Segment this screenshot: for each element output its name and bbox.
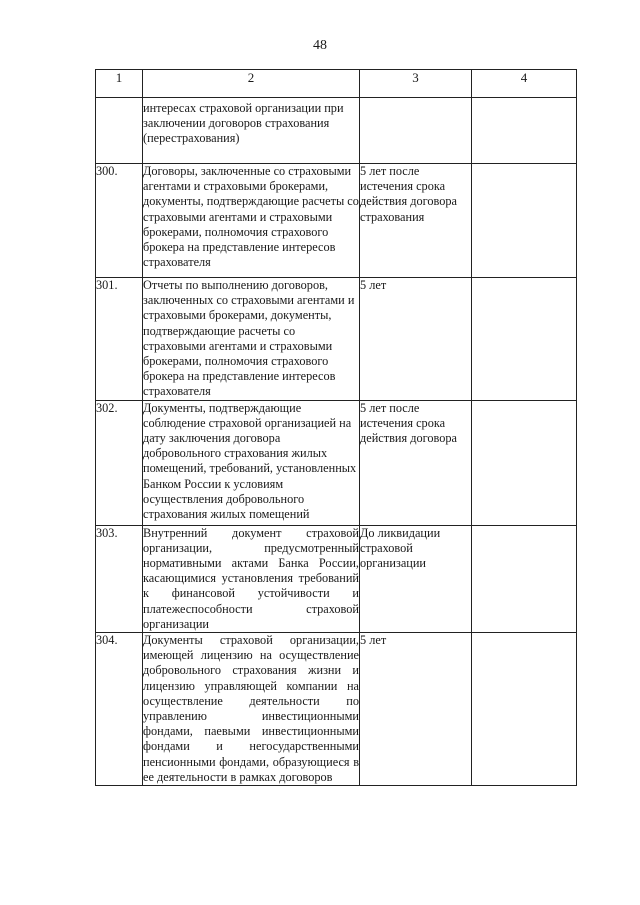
notes-cell bbox=[472, 525, 577, 632]
notes-cell bbox=[472, 98, 577, 164]
retention-term bbox=[360, 98, 472, 164]
document-description: Договоры, заключенные со страховыми агентами и страховыми брокерами, документы, подтверждающие расчеты со страховыми агентами и страховыми брокерами, полномочия страхового брокера на представление интересов страхователя bbox=[143, 164, 360, 278]
document-description: интересах страховой организации при заключении договоров страхования (перестрахования) bbox=[143, 98, 360, 164]
notes-cell bbox=[472, 164, 577, 278]
item-number: 303. bbox=[96, 525, 143, 632]
retention-term: 5 лет bbox=[360, 278, 472, 401]
retention-term: 5 лет bbox=[360, 633, 472, 786]
column-header-number: 1 bbox=[96, 70, 143, 98]
table-header bbox=[96, 70, 577, 98]
page-number: 48 bbox=[313, 38, 327, 53]
table-row bbox=[96, 400, 577, 525]
table-row bbox=[96, 164, 577, 278]
item-number: 302. bbox=[96, 400, 143, 525]
item-number: 304. bbox=[96, 633, 143, 786]
table-body bbox=[96, 98, 577, 786]
retention-term: 5 лет после истечения срока действия договора страхования bbox=[360, 164, 472, 278]
table-row bbox=[96, 278, 577, 401]
table-row bbox=[96, 525, 577, 632]
item-number: 300. bbox=[96, 164, 143, 278]
document-retention-table bbox=[95, 69, 577, 786]
table-row bbox=[96, 98, 577, 164]
document-description: Внутренний документ страховой организации, предусмотренный нормативными актами Банка России, касающимися установления требований к финансовой устойчивости и платежеспособности страховой организации bbox=[143, 525, 359, 631]
retention-term: До ликвидации страховой организации bbox=[360, 525, 472, 632]
notes-cell bbox=[472, 400, 577, 525]
column-header-document-type: 2 bbox=[143, 70, 360, 98]
document-description: Документы страховой организации, имеющей лицензию на осуществление добровольного страхования жизни и лицензию управляющей компании на осуществление деятельности по управлению инвестиционными фондами, паевыми инвестиционными фондами и негосударственными пенсионными фондами, образующиеся в ее деятельности в рамках договоров bbox=[143, 633, 359, 784]
notes-cell bbox=[472, 278, 577, 401]
header-row bbox=[96, 70, 577, 98]
column-header-notes: 4 bbox=[472, 70, 577, 98]
item-number: 301. bbox=[96, 278, 143, 401]
retention-term: 5 лет после истечения срока действия договора bbox=[360, 400, 472, 525]
notes-cell bbox=[472, 633, 577, 786]
item-number bbox=[96, 98, 143, 164]
column-header-retention-term: 3 bbox=[360, 70, 472, 98]
document-description: Отчеты по выполнению договоров, заключенных со страховыми агентами и страховыми брокерами, документы, подтверждающие расчеты со страховыми агентами и страховыми брокерами, полномочия страхового брокера на представление интересов страхователя bbox=[143, 278, 360, 401]
table-row bbox=[96, 633, 577, 786]
document-description: Документы, подтверждающие соблюдение страховой организацией на дату заключения договора добровольного страхования жилых помещений, требований, установленных Банком России к условиям осуществления добровольного страхования жилых помещений bbox=[143, 400, 360, 525]
